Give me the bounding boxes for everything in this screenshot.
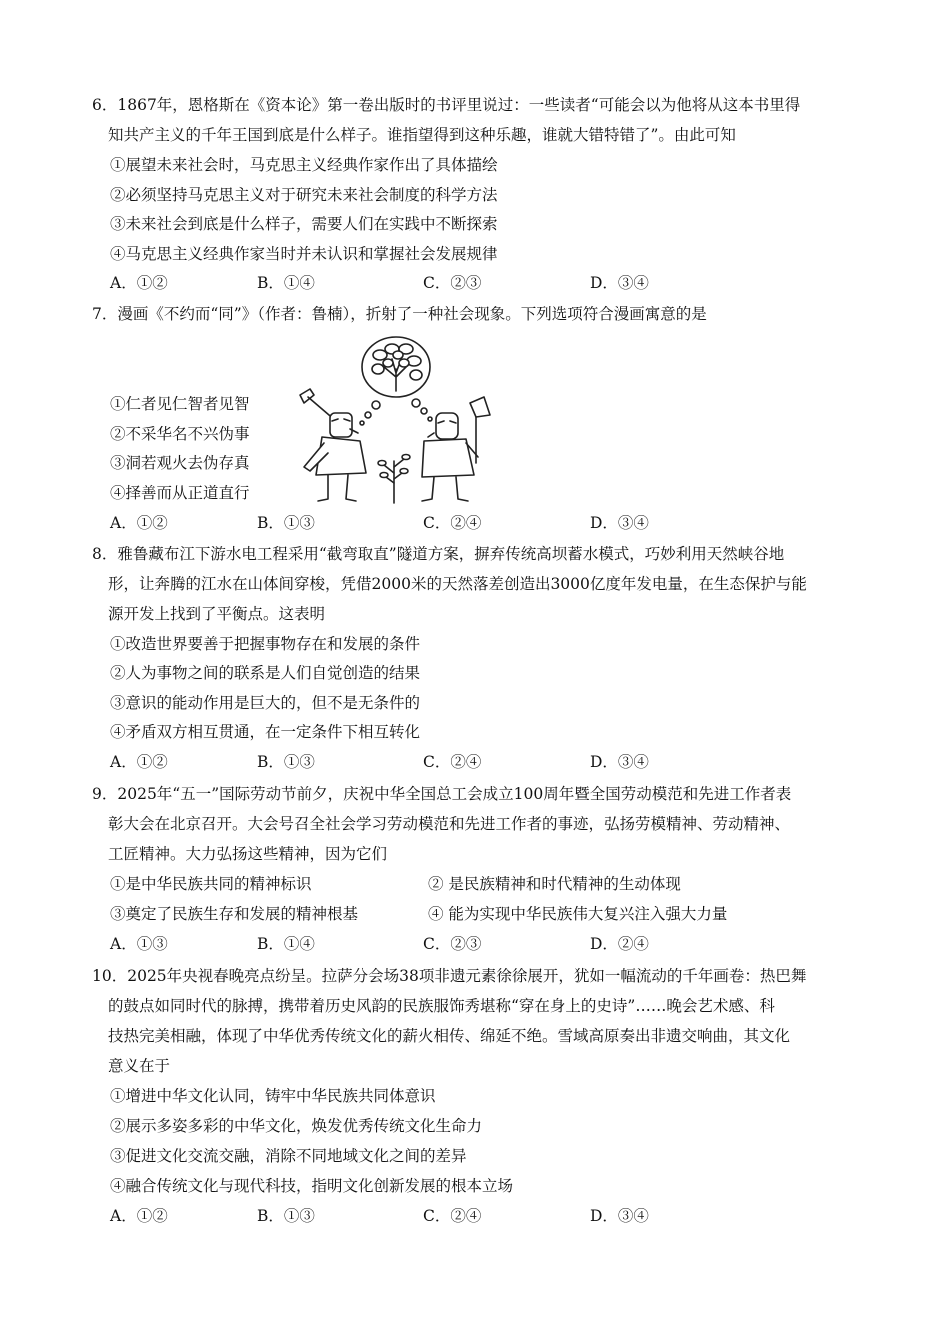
right-man-legs bbox=[422, 477, 468, 501]
q9-stem-line2: 彰大会在北京召开。大会号召全社会学习劳动模范和先进工作者的事迹，弘扬劳模精神、劳动精神、 bbox=[108, 815, 791, 833]
q8-stem-line2: 形，让奔腾的江水在山体间穿梭，凭借2000米的天然落差创造出3000亿度年发电量，在生态保护与能 bbox=[108, 575, 807, 593]
q10-choice-2: ②展示多姿多彩的中华文化，焕发优秀传统文化生命力 bbox=[110, 1117, 483, 1135]
q9-option-b: B．①④ bbox=[257, 935, 315, 953]
right-man-head bbox=[436, 413, 458, 439]
left-man-legs bbox=[318, 475, 356, 501]
left-man-head bbox=[330, 413, 352, 437]
q10-choice-1: ①增进中华文化认同，铸牢中华民族共同体意识 bbox=[110, 1087, 436, 1105]
q8-choice-1: ①改造世界要善于把握事物存在和发展的条件 bbox=[110, 635, 421, 653]
q7-option-c: C．②④ bbox=[423, 514, 482, 532]
q9-choice-1: ①是中华民族共同的精神标识 bbox=[110, 875, 312, 893]
q9-option-a: A．①③ bbox=[110, 935, 168, 953]
q10-stem-line2: 的鼓点如同时代的脉搏，携带着历史风韵的民族服饰秀堪称“穿在身上的史诗”……晚会艺术感、科 bbox=[108, 997, 775, 1015]
q7-stem-line1: 7．漫画《不约而“同”》（作者：鲁楠），折射了一种社会现象。下列选项符合漫画寓意的是 bbox=[92, 305, 707, 323]
q8-option-a: A．①② bbox=[110, 753, 168, 771]
cartoon-svg bbox=[288, 333, 498, 511]
q6-choice-2: ②必须坚持马克思主义对于研究未来社会制度的科学方法 bbox=[110, 186, 498, 204]
trail-left-2 bbox=[365, 412, 371, 418]
q9-choice-2: ② 是民族精神和时代精神的生动体现 bbox=[428, 875, 681, 893]
q10-option-a: A．①② bbox=[110, 1207, 168, 1225]
right-man-figure bbox=[422, 397, 490, 501]
axe-head bbox=[470, 397, 490, 417]
q7-choice-2: ②不采华名不兴伪事 bbox=[110, 425, 250, 443]
left-man-figure bbox=[300, 389, 366, 501]
q7-option-d: D．③④ bbox=[590, 514, 649, 532]
q9-option-c: C．②③ bbox=[423, 935, 482, 953]
q10-stem-line1: 10．2025年央视春晚亮点纷呈。拉萨分会场38项非遗元素徐徐展开，犹如一幅流动的千年画卷：热巴舞 bbox=[92, 967, 807, 985]
q7-option-b: B．①③ bbox=[257, 514, 315, 532]
q10-option-d: D．③④ bbox=[590, 1207, 649, 1225]
q10-option-c: C．②④ bbox=[423, 1207, 482, 1225]
q6-option-c: C．②③ bbox=[423, 274, 482, 292]
q8-stem-line1: 8．雅鲁藏布江下游水电工程采用“截弯取直”隧道方案，摒弃传统高坝蓄水模式，巧妙利用天然峡谷地 bbox=[92, 545, 785, 563]
q6-stem-line1: 6．1867年，恩格斯在《资本论》第一卷出版时的书评里说过：一些读者“可能会以为他将从这本书里得 bbox=[92, 96, 801, 114]
q7-choice-1: ①仁者见仁智者见智 bbox=[110, 395, 250, 413]
trail-right-1 bbox=[412, 399, 420, 407]
q6-option-b: B．①④ bbox=[257, 274, 315, 292]
q10-choice-3: ③促进文化交流交融，消除不同地域文化之间的差异 bbox=[110, 1147, 467, 1165]
q8-stem-line3: 源开发上找到了平衡点。这表明 bbox=[108, 605, 326, 623]
q9-stem-line3: 工匠精神。大力弘扬这些精神，因为它们 bbox=[108, 845, 388, 863]
q6-option-a: A．①② bbox=[110, 274, 168, 292]
q8-option-b: B．①③ bbox=[257, 753, 315, 771]
q8-option-c: C．②④ bbox=[423, 753, 482, 771]
q8-choice-2: ②人为事物之间的联系是人们自觉创造的结果 bbox=[110, 664, 421, 682]
trail-right-3 bbox=[428, 417, 432, 421]
q9-option-d: D．②④ bbox=[590, 935, 649, 953]
q6-choice-3: ③未来社会到底是什么样子，需要人们在实践中不断探索 bbox=[110, 215, 498, 233]
q9-choice-3: ③奠定了民族生存和发展的精神根基 bbox=[110, 905, 359, 923]
q6-choice-4: ④马克思主义经典作家当时并未认识和掌握社会发展规律 bbox=[110, 245, 498, 263]
q7-choice-4: ④择善而从正道直行 bbox=[110, 484, 250, 502]
right-man-coat bbox=[422, 439, 474, 477]
cartoon-illustration bbox=[288, 333, 498, 511]
sapling bbox=[378, 455, 410, 504]
q6-stem-line2: 知共产主义的千年王国到底是什么样子。谁指望得到这种乐趣，谁就大错特错了”。由此可知 bbox=[108, 126, 736, 144]
trail-left-3 bbox=[360, 421, 364, 425]
trail-right-2 bbox=[421, 408, 427, 414]
q6-choice-1: ①展望未来社会时，马克思主义经典作家作出了具体描绘 bbox=[110, 156, 498, 174]
q10-stem-line3: 技热完美相融，体现了中华优秀传统文化的薪火相传、绵延不绝。雪域高原奏出非遗交响曲，其文化 bbox=[108, 1027, 791, 1045]
q7-option-a: A．①② bbox=[110, 514, 168, 532]
q10-choice-4: ④融合传统文化与现代科技，指明文化创新发展的根本立场 bbox=[110, 1177, 514, 1195]
q8-choice-4: ④矛盾双方相互贯通，在一定条件下相互转化 bbox=[110, 723, 421, 741]
q9-choice-4: ④ 能为实现中华民族伟大复兴注入强大力量 bbox=[428, 905, 728, 923]
q7-choice-3: ③洞若观火去伪存真 bbox=[110, 454, 250, 472]
q8-choice-3: ③意识的能动作用是巨大的，但不是无条件的 bbox=[110, 694, 421, 712]
q10-stem-line4: 意义在于 bbox=[108, 1057, 171, 1075]
q8-option-d: D．③④ bbox=[590, 753, 649, 771]
q9-stem-line1: 9．2025年“五一”国际劳动节前夕，庆祝中华全国总工会成立100周年暨全国劳动模范和先进工作者表 bbox=[92, 785, 792, 803]
q6-option-d: D．③④ bbox=[590, 274, 649, 292]
q10-option-b: B．①③ bbox=[257, 1207, 315, 1225]
trail-left-1 bbox=[372, 401, 380, 409]
